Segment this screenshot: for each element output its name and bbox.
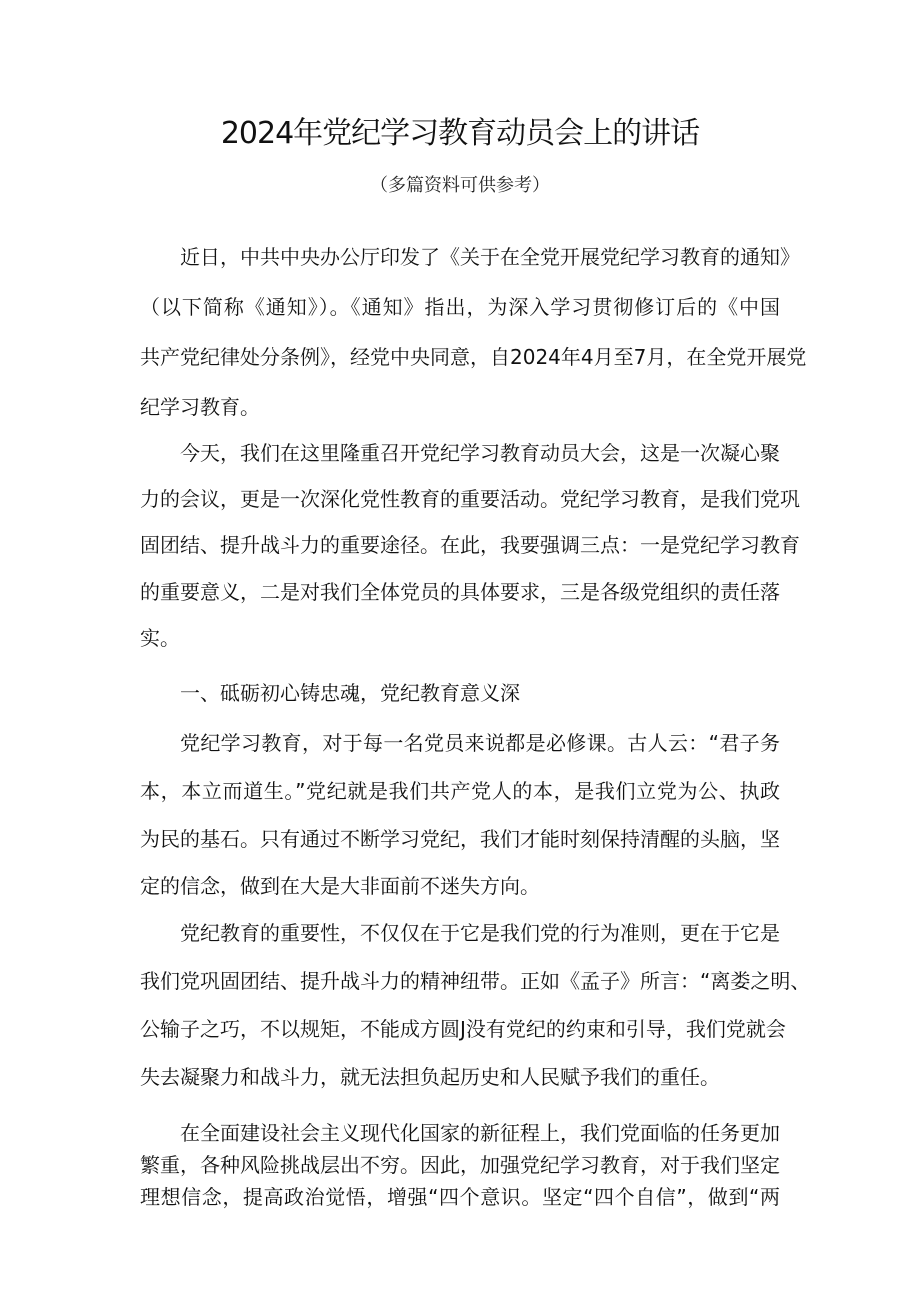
paragraph-line: 党纪学习教育，对于每一名党员来说都是必修课。古人云：“君子务 <box>180 731 780 755</box>
paragraph-line: 理想信念，提高政治觉悟，增强“四个意识。坚定“四个自信”，做到“两 <box>140 1185 780 1209</box>
paragraph-line: 共产党纪律处分条例》，经党中央同意，自2024年4月至7月，在全党开展党 <box>140 345 807 369</box>
paragraph-line: 失去凝聚力和战斗力，就无法担负起历史和人民赋予我们的重任。 <box>140 1065 720 1089</box>
paragraph-line: 定的信念，做到在大是大非面前不迷失方向。 <box>140 874 540 898</box>
document-title: 2024年党纪学习教育动员会上的讲话 <box>220 116 700 151</box>
paragraph-line: 实。 <box>140 626 180 650</box>
paragraph-line: 公输子之巧，不以规矩，不能成方圆J没有党纪的约束和引导，我们党就会 <box>140 1017 786 1041</box>
paragraph-line: 近日，中共中央办公厅印发了《关于在全党开展党纪学习教育的通知》 <box>180 245 800 269</box>
paragraph-line: 纪学习教育。 <box>140 395 260 419</box>
paragraph-line: 固团结、提升战斗力的重要途径。在此，我要强调三点：一是党纪学习教育 <box>140 533 800 557</box>
paragraph-line: 本，本立而道生。”党纪就是我们共产党人的本，是我们立党为公、执政 <box>140 779 780 803</box>
paragraph-line: 在全面建设社会主义现代化国家的新征程上，我们党面临的任务更加 <box>180 1121 780 1145</box>
paragraph-line: （以下简称《通知》）。《通知》指出，为深入学习贯彻修订后的《中国 <box>140 295 780 319</box>
document-subtitle: （多篇资料可供参考） <box>370 175 550 196</box>
section-heading: 一、砥砺初心铸忠魂，党纪教育意义深 <box>180 681 520 705</box>
paragraph-line: 为民的基石。只有通过不断学习党纪，我们才能时刻保持清醒的头脑，坚 <box>140 827 780 851</box>
paragraph-line: 党纪教育的重要性，不仅仅在于它是我们党的行为准则，更在于它是 <box>180 921 780 945</box>
paragraph-line: 力的会议，更是一次深化党性教育的重要活动。党纪学习教育，是我们党巩 <box>140 487 800 511</box>
paragraph-line: 我们党巩固团结、提升战斗力的精神纽带。正如《孟子》所言：“离娄之明、 <box>140 969 811 993</box>
paragraph-line: 今天，我们在这里隆重召开党纪学习教育动员大会，这是一次凝心聚 <box>180 441 780 465</box>
paragraph-line: 的重要意义，二是对我们全体党员的具体要求，三是各级党组织的责任落 <box>140 580 780 604</box>
paragraph-line: 繁重，各种风险挑战层出不穷。因此，加强党纪学习教育，对于我们坚定 <box>140 1153 780 1177</box>
